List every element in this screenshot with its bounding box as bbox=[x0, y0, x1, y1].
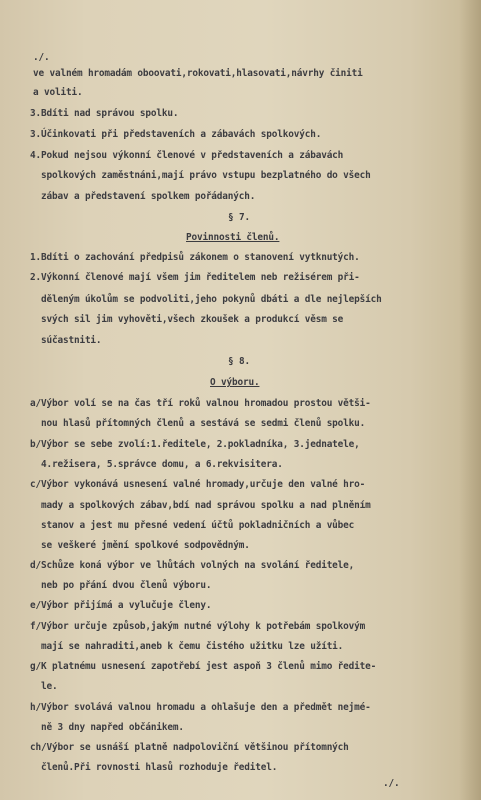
text-line: 4.Pokud nejsou výkonní členové v představeních a zábavách bbox=[30, 150, 344, 161]
text-line: a voliti. bbox=[33, 87, 83, 98]
text-line: nou hlasů přítomných členů a sestává se sedmi členů spolku. bbox=[30, 418, 366, 429]
text-line: 3.Účinkovati při představeních a zábavách spolkových. bbox=[30, 129, 322, 140]
text-line: súčastniti. bbox=[30, 335, 102, 346]
text-line: děleným úkolům se podvoliti,jeho pokynů dbáti a dle nejlepších bbox=[30, 294, 382, 305]
section-number: § 8. bbox=[228, 356, 250, 367]
text-line: a/Výbor volí se na čas tří roků valnou hromadou prostou větši- bbox=[30, 398, 371, 409]
section-heading: Povinnosti členů. bbox=[186, 232, 280, 243]
text-line: e/Výbor přijímá a vylučuje členy. bbox=[30, 600, 212, 611]
text-line: 3.Bdíti nad správou spolku. bbox=[30, 108, 179, 119]
text-line: členů.Při rovnosti hlasů rozhoduje ředitel. bbox=[30, 762, 278, 773]
text-line: 2.Výkonní členové mají všem jim ředitelem neb režisérem při- bbox=[30, 272, 360, 283]
text-line: spolkových zaměstnáni,mají právo vstupu bezplatného do všech bbox=[30, 170, 371, 181]
text-line: g/K platnému usnesení zapotřebí jest aspoň 3 členů mimo ředite- bbox=[30, 661, 377, 672]
page-continuation-mark: ./. bbox=[383, 778, 400, 789]
text-line: zábav a představení spolkem pořádaných. bbox=[30, 191, 256, 202]
text-line: h/Výbor svolává valnou hromadu a ohlašuje den a předmět nejmé- bbox=[30, 702, 371, 713]
text-line: le. bbox=[30, 681, 58, 692]
text-line: d/Schůze koná výbor ve lhůtách volných na svolání ředitele, bbox=[30, 560, 355, 571]
text-line: stanov a jest mu přesné vedení účtů pokladničních a vůbec bbox=[30, 520, 355, 531]
text-line: svých sil jim vyhověti,všech zkoušek a produkcí věsm se bbox=[30, 314, 344, 325]
section-heading: O výboru. bbox=[210, 377, 260, 388]
page-continuation-mark: ./. bbox=[33, 52, 50, 63]
text-line: 4.režisera, 5.správce domu, a 6.rekvisitera. bbox=[30, 459, 283, 470]
section-number: § 7. bbox=[228, 212, 250, 223]
page-edge-shadow bbox=[459, 0, 481, 800]
text-line: mady a spolkových zábav,bdí nad správou spolku a nad plněním bbox=[30, 500, 371, 511]
text-line: ch/Výbor se usnáší platně nadpoloviční většinou přítomných bbox=[30, 742, 349, 753]
text-line: ně 3 dny napřed občánikem. bbox=[30, 722, 184, 733]
text-line: ve valném hromadám oboovati,rokovati,hlasovati,návrhy činiti bbox=[33, 68, 363, 79]
text-line: b/Výbor se sebe zvolí:1.ředitele, 2.pokladníka, 3.jednatele, bbox=[30, 439, 360, 450]
text-line: 1.Bdíti o zachování předpisů zákonem o stanovení vytknutých. bbox=[30, 252, 360, 263]
text-line: c/Výbor vykonává usnesení valné hromady,určuje den valné hro- bbox=[30, 479, 366, 490]
text-line: neb po přání dvou členů výboru. bbox=[30, 580, 212, 591]
text-line: se veškeré jmění spolkové sodpovědným. bbox=[30, 540, 250, 551]
text-line: f/Výbor určuje způsob,jakým nutné výlohy k potřebám spolkovým bbox=[30, 621, 366, 632]
text-line: mají se nahraditi,aneb k čemu čistého užitku lze užíti. bbox=[30, 641, 344, 652]
